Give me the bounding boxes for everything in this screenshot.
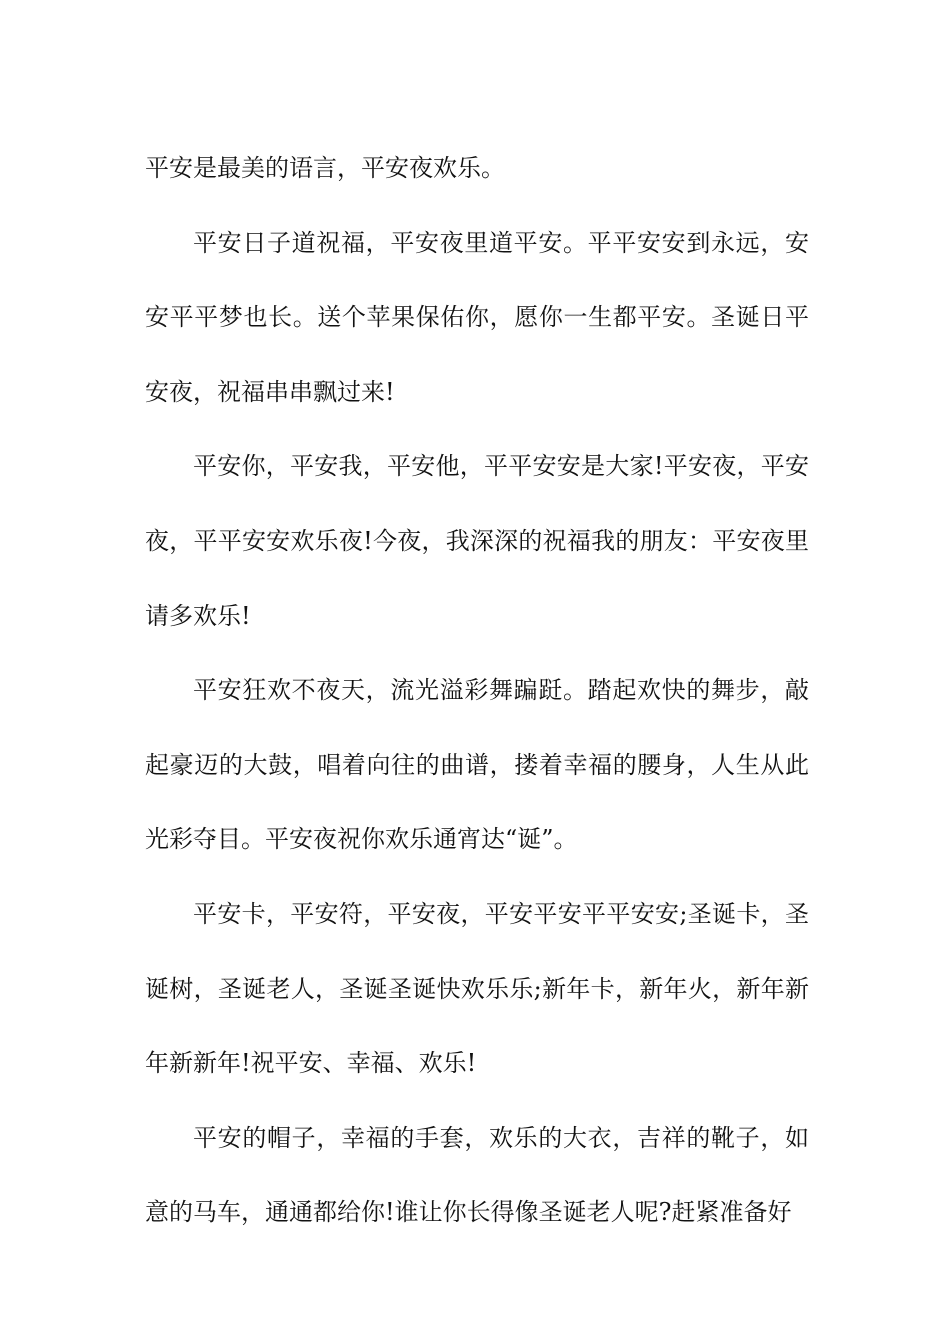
paragraph-4: 平安狂欢不夜天，流光溢彩舞蹁跹。踏起欢快的舞步，敲起豪迈的大鼓，唱着向往的曲谱，搂着幸福的腰身，人生从此光彩夺目。平安夜祝你欢乐通宵达“诞”。 (145, 676, 809, 854)
paragraph-5: 平安卡，平安符，平安夜，平安平安平平安安;圣诞卡，圣诞树，圣诞老人，圣诞圣诞快欢乐乐;新年卡，新年火，新年新年新新年!祝平安、幸福、欢乐! (145, 899, 809, 1078)
paragraph-1: 平安是最美的语言，平安夜欢乐。 (145, 154, 505, 182)
document-body (145, 131, 809, 1250)
paragraph-6: 平安的帽子，幸福的手套，欢乐的大衣，吉祥的靴子，如意的马车，通通都给你!谁让你长得像圣诞老人呢?赶紧准备好 (145, 1123, 809, 1227)
paragraph-2: 平安日子道祝福，平安夜里道平安。平平安安到永远，安安平平梦也长。送个苹果保佑你，愿你一生都平安。圣诞日平安夜，祝福串串飘过来! (145, 228, 809, 406)
paragraph-3: 平安你，平安我，平安他，平平安安是大家!平安夜，平安夜，平平安安欢乐夜!今夜，我深深的祝福我的朋友：平安夜里请多欢乐! (145, 452, 809, 630)
